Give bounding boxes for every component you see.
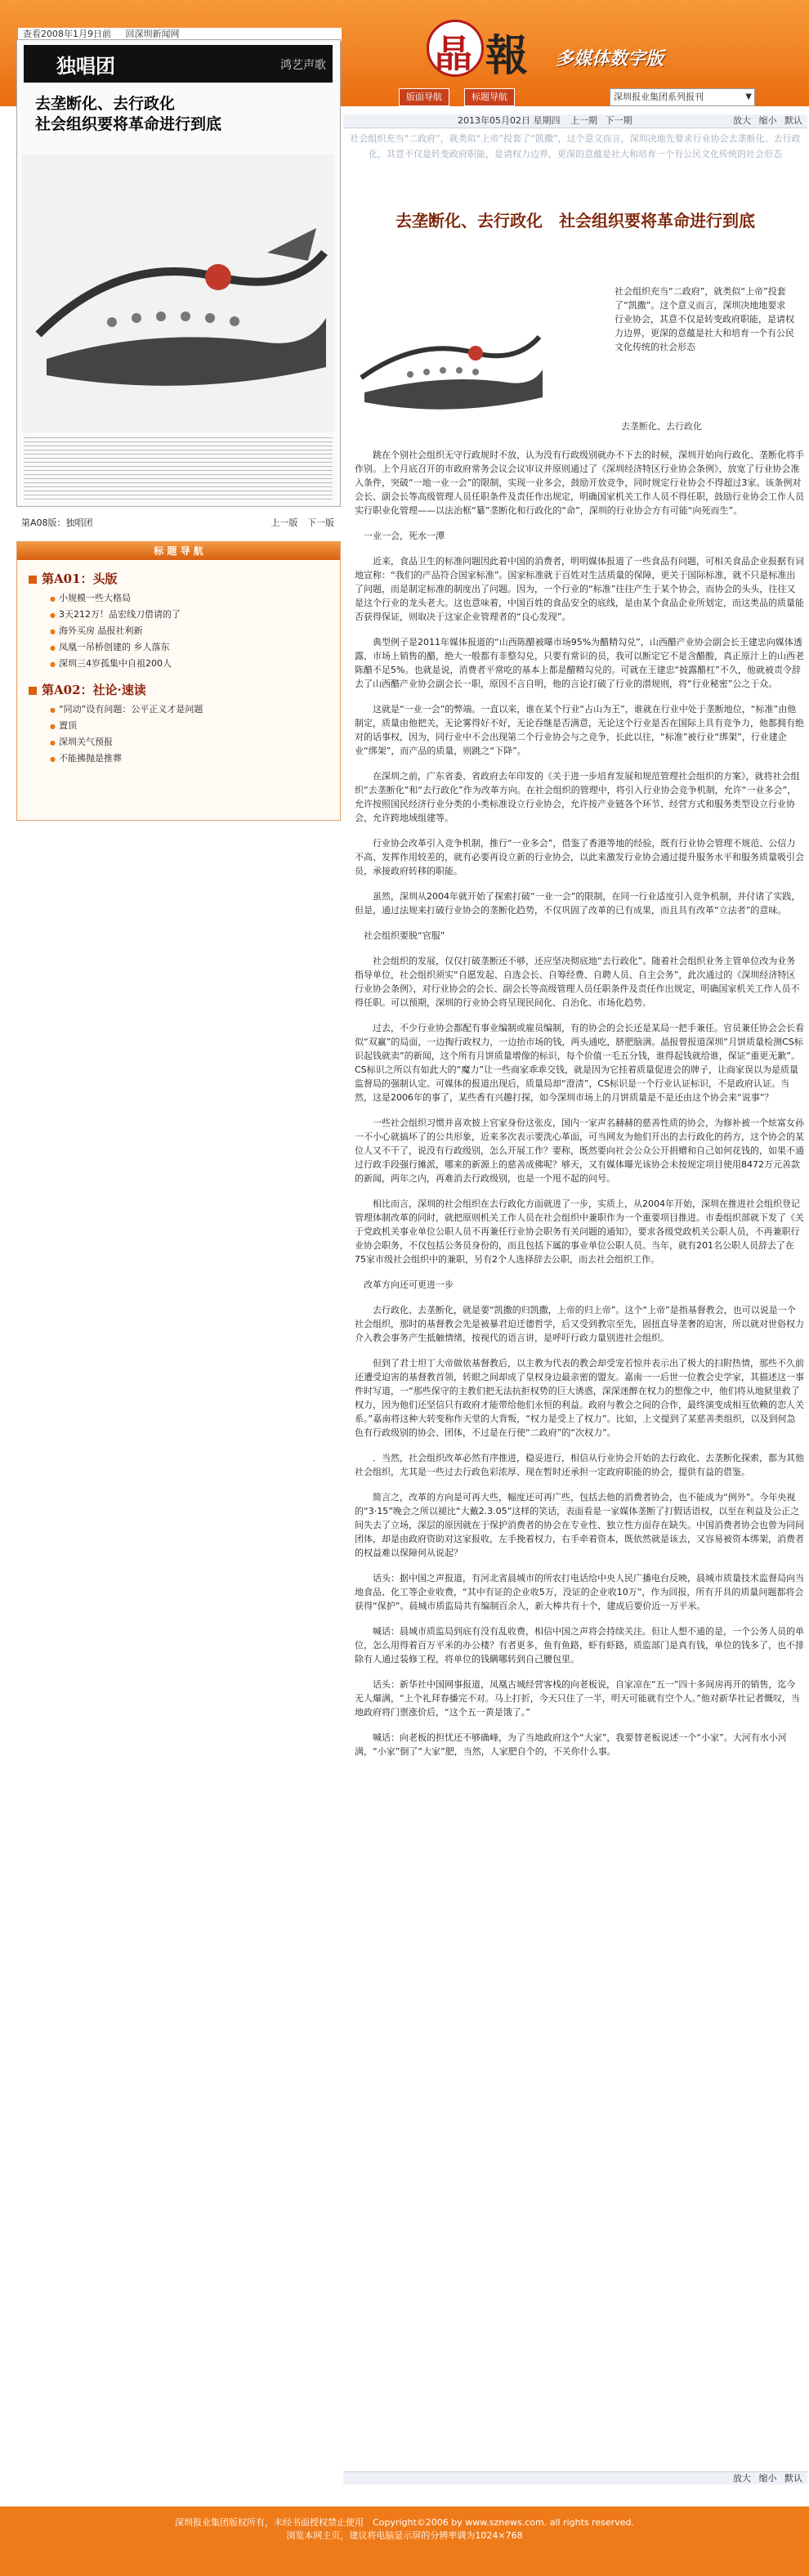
page-pager — [16, 515, 339, 531]
resolution-hint: 浏览本网主页，建议将电脑显示屏的分辨率调为1024×768 — [286, 2530, 523, 2541]
title-nav-panel — [16, 541, 341, 821]
newspaper-logo[interactable] — [427, 11, 536, 81]
nav-item[interactable]: ● 置顶 — [50, 719, 77, 732]
nav-section-title: 第A01：头版 — [42, 571, 118, 586]
thumbnail-headline-line: 社会组织要将革命进行到底 — [35, 115, 222, 133]
next-issue-link[interactable]: 下一期 — [605, 115, 632, 126]
nav-section-title: 第A02：社论·速读 — [42, 683, 146, 697]
bottom-toolbar — [343, 2471, 807, 2484]
thumbnail-masthead-right: 鸿艺声歌 — [280, 59, 326, 72]
article-subheading: 改革方向还可更进一步 — [364, 1279, 454, 1290]
digital-edition-slogan: 多媒体数字版 — [556, 49, 664, 69]
article-paragraph: 这就是“一业一会”的弊端。一直以来，谁在某个行业“占山为王”，谁就在行业中处于垄断地位，“标准”由他制定，质量由他把关，无论雾得好不好，无论吞继是否满意，无论这个行业是否在国际上具有竞争力，他都拥有绝对的话事权，因为，同行业中不会出现第二个行业协会与之竞争，长此以往，“标准”被行业“绑架”，行业建企业“绑架”，而产品的质量，则跳之“下降”。 — [355, 704, 804, 756]
zoom-out-button[interactable]: 缩小 — [758, 2473, 777, 2484]
section-bullet-icon — [29, 576, 37, 584]
nav-item[interactable]: ● 小规模一些大格局 — [50, 591, 131, 604]
article-subheading: 社会组织要脱“官服” — [364, 930, 445, 941]
nav-item[interactable]: ● 深圳三4岁孤集中自祖200人 — [50, 656, 172, 670]
prev-page-link[interactable]: 上一版 — [270, 517, 298, 528]
article-paragraph: 话头：据中国之声报道，有河北省晨城市的所农打电话给中央人民广播电台反映，晨城市质量技术监督局向当地食品、化工等企业收费，“其中有证的企业收5万，没证的企业收10万”，作为回报，所有开具的质量问题都将会获得“保护”。晨城市质监局共有编制百余人，新大棒共有十个，建成后要价近一万平米。 — [355, 1573, 804, 1611]
logo-char-1: 晶 — [435, 32, 472, 76]
article-paragraph: 在深圳之前，广东省委、省政府去年印发的《关于进一步培育发展和规范管理社会组织的方案》，就将社会组织“去垄断化”和“去行政化”作为改革方向。在社会组织的管理中，将引入行业协会竞争机制，允许“一业多会”，允许按照国民经济行业分类的小类标准设立行业协会，允许按产业链各个环节、经营方式和服务类型设立行业协会，允许跨地域组建等。 — [355, 771, 800, 823]
nav-section-a01[interactable] — [29, 570, 118, 587]
nav-item[interactable]: ● 不能拂抛是推葬 — [50, 751, 122, 764]
thumbnail-masthead — [24, 45, 333, 83]
article-paragraph: 虽然，深圳从2004年就开始了探索打破“一业一会”的限制，在同一行业适度引入竞争机制，并付诸了实践，但是，通过法规来打破行业协会的垄断化趋势，不仅巩固了改革的已有成果，而且具有改革“立法者”的意味。 — [355, 891, 801, 916]
article-paragraph: 喊话：晨城市质监局到底有没有乱收费，相信中国之声将会持续关注。但让人想不通的是，一个公务人员的单位，怎么用得着百万平米的办公楼？有者更多，鱼有鱼路，虾有虾路，质监部门是真有钱，单位的钱多了，也不排除有人通过装修工程，将单位的钱瞒哪转到自己腰包里。 — [355, 1626, 804, 1664]
page-nav-button[interactable]: 版面导航 — [399, 88, 449, 106]
article-paragraph: 行业协会改革引入竞争机制，推行“一业多会”，借鉴了香港等地的经验，既有行业协会管理不规范、公信力不高、发挥作用较差的，就有必要再设立新的行业协会，以此来激发行业协会通过提升服务水平和服务质量吸引会员，承接政府转移的职能。 — [355, 838, 804, 876]
default-size-button[interactable]: 默认 — [784, 115, 802, 126]
thumbnail-masthead-title: 独唱团 — [56, 54, 115, 78]
article-paragraph: 近来，食品卫生的标准问题因此着中国的消费者，明明媒体报道了一些食品有问题，可相关食品企业报据有词地宣称：“我们的产品符合国家标准”。国家标准就于百姓对生活质量的保障，更关于国际标准，就不只是标准出了问题，而是制定标准的制度出了问题。因为，一个行业的“标准”往往产生于某个协会，而协会的头头，往往又是这个行业的龙头老大。这也意味着，中国百姓的食品安全的底线，是由某个食品企业所划定，而这类品的质量能否获得保证，则取决于这家企业管理者的“良心发现”。 — [355, 556, 804, 622]
article-paragraph: 一些社会组织习惯并喜欢披上官家身份这张皮，国内一家声名赫赫的慈善性质的协会，为修补被一个炫富女孙一不小心就搞坏了的公共形象，近来多次表示要洗心革面，可当网友为他们开出的去行政化的药方，这个协会的某位人又不干了，说没有行政级别，怎么开展工作？要称，既然要向社会公众公开捐赠和自己如何花钱的，如果不通过行政手段强行摊派，哪来的新源上的慈善成佛呢？够天，又有媒体曝光该协会未按规定项目使用8472万元善款的新闻，两年之内，再难消去行政级别，也是一个甩不起的问号。 — [355, 1118, 804, 1184]
nav-section-a02[interactable] — [29, 681, 146, 698]
edition-select[interactable] — [610, 88, 755, 106]
article-lead: 社会组织充当“二政府”，就类似“上帝”投套了“凯撒”。这个意义而言，深圳决地地要求行业协会，其意不仅是转变政府职能，是请权力边界，更深的意蕴是社大和培育一个有公民文化传统的社会形态 — [615, 286, 794, 352]
current-page-label: 第A08版：独唱团 — [21, 517, 93, 528]
copyright-line: 深圳报业集团版权所有，未经书面授权禁止使用 Copyright©2006 by www.sznews.com. all rights reserved. — [175, 2517, 634, 2528]
article-summary: 社会组织充当“二政府”，就类似“上帝”投套了“凯撒”，这个意义而言，深圳决地先要求行业协会去垄断化、去行政化，其意不仅是转变政府职能，是请权力边界，更深的意蕴是社大和培育一个有公民文化传统的社会形态 — [350, 133, 801, 159]
article-photo — [353, 288, 548, 433]
article-title: 去垄断化、去行政化 社会组织要将革命进行到底 — [396, 211, 755, 231]
nav-item[interactable]: ● 深圳关气预报 — [50, 735, 113, 748]
chevron-down-icon: ▼ — [745, 92, 752, 101]
prev-issue-link[interactable]: 上一期 — [570, 115, 597, 126]
article-paragraph: 喊话：向老板的担忧还不够确峰，为了当地政府这个“大家”，我要替老板说述一个“小家”。大河有水小河满，“小家”倒了“大家”肥，当然，人家肥自个的，不关你什么事。 — [355, 1732, 787, 1757]
edition-select-value: 深圳报业集团系列报刊 — [614, 92, 704, 102]
thumbnail-headline[interactable] — [35, 94, 297, 135]
article-toolbar — [343, 114, 807, 128]
default-size-button[interactable]: 默认 — [784, 2473, 802, 2484]
section-bullet-icon — [29, 687, 37, 695]
page-thumbnail[interactable] — [16, 39, 341, 507]
article-paragraph: 简言之，改革的方向是可再大些，幅度还可再广些，包括去他的消费者协会，也不能成为“例外”。今年央视的“3·15”晚会之所以褪比“大戴2.3.05”这样的笑话，表面看是一家媒体垄断了打假话语权，以至在利益及公正之间失去了立场，深层的原因就在于保护消费者的协会在专业性、独立性方面存在缺失。中国消费者协会也曾为同间团体，却是由政府资助对这家报收，左手挽着权力，右手牵着资本，既依然就是该去，又容易被资本绑架，消费者的权益难以保障何从说起？ — [355, 1492, 804, 1558]
article-body — [355, 448, 804, 1770]
article-paragraph: 社会组织的发展，仅仅打破垄断还不够，还应坚决彻底地“去行政化”。随着社会组织业务主管单位改为业务指导单位，社会组织须实“自愿发起、自选会长、自筹经费、自聘人员、自主会务”，此次通过的《深圳经济特区行业协会条例》，对行业协会的会长、副会长等高级管理人员任职条件及责任作出规定，明确国家机关工作人员不得任职。可以预期，深圳的行业协会将呈现民间化、自治化、市场化趋势。 — [355, 956, 800, 1008]
next-page-link[interactable]: 下一版 — [307, 517, 334, 528]
article-paragraph: 跳在个别社会组织无守行政规时不放，认为没有行政级别就办不下去的时候，深圳开始向行政化、垄断化将手作别。上个月底召开的市政府常务会议会议审议并原则通过了《深圳经济特区行业协会条例》，放宽了行业协会准入条件，突破“一地一业一会”的限制，实现一业多会，鼓励开放竞争，同时规定行业协会不得超过3家。该条例对会长、副会长等高级管理人员任职条件及责任作出规定，明确国家机关工作人员不得任职，鼓励行业协会工作人员实行职业化管理——以法治框“纂”垄断化和行政化的“命”，深圳的行业协会方有可能“向死而生”。 — [355, 450, 804, 516]
footer — [0, 2507, 809, 2576]
article-paragraph: 话头：新华社中国网事报道，凤凰古城经营客栈的向老板说，自家凉在“五一”四十多间房再开的销售，迄今无人爆满，“上个礼拜春播完不对。马上打折，今天只住了一半，明天可能就有空个人。”他对新华社记者慨叹，当地政府将门票涨价后，“这个五一黄是饿了。” — [355, 1679, 800, 1718]
zoom-in-button[interactable]: 放大 — [733, 2473, 751, 2484]
issue-date: 2013年05月02日 星期四 — [458, 115, 561, 126]
article-paragraph: 去行政化、去垄断化，就是要“凯撒的归凯撒，上帝的归上帝”。这个“上帝”是指基督教会，也可以说是一个社会组织，那时的基督教会先是被暴君迫迁德哲学，后又受到教宗至先，固扭直导垄奢的迫害，所以就对世俗权力介入教会事务产生抵触情绪，按视代的语言讲，是呼吁行政力量别进社会组织。 — [355, 1305, 804, 1343]
article-paragraph: ．当然，社会组织改革必然有序推进，稳妥进行，相信从行业协会开始的去行政化、去垄断化探索，都为其他社会组织，尤其是一些过去行政色彩浓厚、现在暂时还承担一定政府职能的协会，提供有益的借鉴。 — [355, 1453, 804, 1477]
article-paragraph: 相比而言，深圳的社会组织在去行政化方面就进了一步，实质上，从2004年开始，深圳在推进社会组织登记管理体制改革的同时，就把原则机关工作人员在社会组织中兼职作为一个重要项目推进。市委组织部就下发了《关于党政机关事业单位公职人员不再兼任行业协会职务有关问题的通知》，要求各级党政机关公职人员，不再兼职行业协会职务，不仅包括公务员身份的，而且包括下属的事业单位公职人员。当年，就有201名公职人员辞去了在75家市级社会组织中的兼职，另有2个人选择辞去公职，而去社会组织工作。 — [355, 1198, 804, 1265]
dragon-boat-illustration — [22, 155, 334, 432]
nav-item[interactable]: ● 海外买房 晶报社利新 — [50, 624, 142, 637]
nav-item[interactable]: ● 凤凰一吊桥创建的 乡人落东 — [50, 640, 169, 653]
article-paragraph: 过去，不少行业协会都配有事业编制或雇员编制，有的协会的会长还是某局一把手兼任。官员兼任协会会长看似“双赢”的局面，一边掏行政权力，一边抬市场的钱，两头通吃，脐肥脑满。晶报曾报道深圳“月饼质量检测CS标识起钱就卖”的新闻，这个所有月饼质量增像的标识，每个价值一毛五分钱，谁得起钱就给谁，保证“重更无歉”。CS标识之所以有如此大的“魔力”让一些商家乖乖交钱，就是因为它挂着质量促进会的牌子，让商家误以为是质量监督局的强制认定。可媒体的报道出现后，质量局却“澄清”，CS标识是一个行业认证标识，不是政府认证。当然，这是2006年的事了，某些香有兴趣打探，如今深圳市场上的月饼质量是不是还由这个协会来“说事”？ — [355, 1023, 804, 1103]
article-paragraph: 典型例子是2011年媒体报道的“山西陈醋被曝市场95%为醋精勾兑”，山西醋产业协会副会长王建忠向媒体透露，市场上销售的醋，绝大一般都有非整勾兑，只要有常识的员，我可以断定它不是含醋酸，真正原汁上的山西老陈醋不足5%。也就是说，消费者平常吃的基本上都是醋精勾兑的。可就在王建忠“披露醋杠”不久，他就被责令辞去了山西醋产业协会副会长一职，原因不言自明，他的言论打破了行业的潜规则，将“行业秘密”公之于众。 — [355, 637, 804, 689]
title-nav-heading: 标 题 导 航 — [17, 542, 340, 560]
article-subheading: 一业一会，死水一潭 — [364, 531, 445, 541]
home-site-link[interactable]: 回深圳新闻网 — [125, 29, 180, 39]
zoom-out-button[interactable]: 缩小 — [758, 115, 777, 126]
thumbnail-text-columns — [24, 437, 333, 501]
thumbnail-headline-line: 去垄断化、去行政化 — [35, 95, 176, 113]
nav-item[interactable]: ● 3天212万！品宏线刀借请的了 — [50, 607, 181, 620]
zoom-in-button[interactable]: 放大 — [733, 115, 751, 126]
archive-link[interactable]: 查看2008年1月9日前 — [23, 29, 111, 39]
article-paragraph: 但到了君士坦丁大帝做依基督教后，以主教为代表的教会却受宠若惊并表示出了极大的扫附热情，那些不久前还遭受迫害的基督教首领，转眼之间却成了皇权身边最亲密的盟友。嘉南一一后世一位教会史学家，其描述这一事件时写道，一“那些保守的主教们把无法抗拒权势的巨大诱惑，深深迷醉在权力的想像之中，他们将从地狱里救了权力，因为他们还坚信只有政府才能带给他们永恒的利益。政府与教会之间的合作，最终演变成相互依赖的恋人关系。”嘉南将这种大转变称作天堂的大背叛，“权力是受上了权力”。比如，上文提到了某慈善类组织，以及到何急色有行政级别的协会、团体，不过是在行使“二政府”的“次权力”。 — [355, 1358, 804, 1438]
footer-text — [0, 2516, 809, 2542]
title-nav-button[interactable]: 标题导航 — [464, 88, 515, 106]
photo-caption: 去垄断化、去行政化 — [621, 421, 702, 432]
title-nav-body — [17, 560, 340, 820]
logo-char-2: 報 — [485, 31, 529, 81]
nav-item[interactable]: ● “同动”设有问题：公平正义才是问题 — [50, 702, 203, 715]
